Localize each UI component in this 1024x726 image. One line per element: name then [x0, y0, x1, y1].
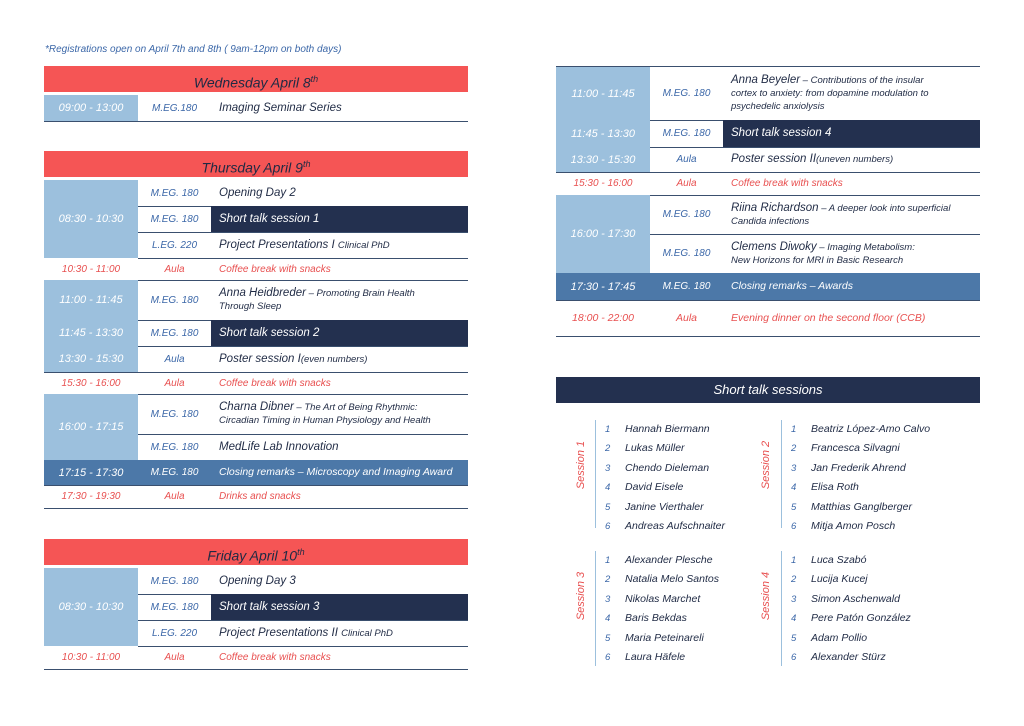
speaker-name: Lukas Müller [625, 442, 685, 455]
day-title: Wednesday April 8 [193, 74, 311, 91]
speaker-number: 4 [605, 482, 611, 494]
speaker-name: Alexander Plesche [625, 554, 713, 566]
speaker-list-item [791, 648, 886, 667]
time-slot: 10:30 - 11:00 [61, 652, 121, 663]
time-slot: 10:30 - 11:00 [61, 263, 121, 275]
event-title [211, 394, 468, 434]
speaker-name: Baris Bekdas [625, 612, 687, 625]
speaker-number: 3 [605, 593, 611, 605]
talk-title-cont: psychedelic anxiolysis [731, 101, 825, 112]
event-title: Short talk session 4 [723, 120, 980, 147]
speaker-list-item [791, 517, 895, 536]
room: M.EG. 180 [650, 273, 723, 300]
time-slot: 08:30 - 10:30 [44, 180, 138, 258]
time-slot: 16:00 - 17:15 [44, 394, 138, 460]
event-title [723, 67, 980, 120]
title-sub: (even numbers) [300, 353, 368, 365]
speaker-list-item [791, 459, 906, 478]
speaker-list-item [605, 517, 725, 536]
time-slot: 16:00 - 17:30 [556, 195, 650, 273]
session-label: Session 1 [575, 440, 587, 490]
room: Aula [164, 263, 185, 275]
schedule-row [138, 394, 468, 435]
room: Aula [164, 652, 185, 663]
speaker-name: Adam Pollio [811, 631, 868, 644]
talk-title-cont: New Horizons for MRI in Basic Research [731, 254, 904, 266]
talk-title-cont: Through Sleep [219, 301, 282, 312]
speaker-name: Charna Dibner [219, 401, 294, 413]
speaker-number: 2 [605, 443, 611, 455]
sessions-header: Short talk sessions [556, 377, 980, 403]
room: Aula [675, 312, 697, 324]
day-suffix: th [302, 159, 311, 169]
room: M.EG. 180 [150, 575, 199, 587]
speaker-list-item [605, 590, 700, 609]
speaker-list-item [605, 459, 709, 478]
event-title: Coffee break with snacks [219, 652, 331, 663]
registration-note: *Registrations open on April 7th and 8th ( 9am-12pm on both days) [45, 44, 342, 55]
room: M.EG. 180 [662, 209, 711, 220]
time-slot: 11:00 - 11:45 [556, 67, 650, 120]
schedule-row [556, 300, 980, 337]
time-slot: 13:30 - 15:30 [556, 147, 650, 172]
time-slot: 15:30 - 16:00 [573, 178, 633, 189]
title-sub: (uneven numbers) [816, 154, 894, 165]
room: M.EG. 180 [150, 213, 199, 225]
schedule-row [556, 120, 980, 148]
event-title [211, 232, 468, 258]
speaker-number: 1 [605, 424, 611, 435]
room: M.EG. 180 [150, 601, 199, 613]
day-title: Thursday April 9 [201, 159, 303, 176]
speaker-name: Jan Frederik Ahrend [811, 461, 906, 474]
event-title [723, 234, 980, 273]
time-slot: 11:45 - 13:30 [44, 320, 138, 346]
room: M.EG. 180 [150, 187, 199, 199]
speaker-list-item [791, 629, 867, 648]
time-slot: 13:30 - 15:30 [44, 346, 138, 372]
schedule-row [556, 147, 980, 173]
schedule-row [44, 460, 468, 486]
schedule-row [650, 234, 980, 274]
speaker-number: 3 [605, 462, 611, 474]
speaker-number: 1 [791, 555, 797, 566]
talk-title-cont: Candida infections [731, 215, 810, 227]
title-main: Project Presentations II [219, 626, 338, 639]
speaker-number: 4 [791, 613, 797, 625]
speaker-list-item [605, 570, 719, 589]
speaker-name: Anna Beyeler [731, 74, 801, 86]
title-main: Poster session I [219, 352, 301, 365]
speaker-list-item [605, 551, 713, 570]
event-title: Closing remarks – Microscopy and Imaging Award [211, 460, 468, 485]
speaker-name: Luca Szabó [811, 554, 867, 566]
event-title: Coffee break with snacks [731, 178, 843, 189]
speaker-number: 4 [605, 613, 611, 625]
speaker-list-item [605, 420, 710, 439]
schedule-row [650, 195, 980, 235]
talk-title: – A deeper look into superficial [818, 202, 951, 214]
schedule-row [44, 346, 468, 373]
room: M.EG. 180 [138, 460, 211, 485]
schedule-row [44, 646, 468, 670]
speaker-number: 3 [791, 593, 797, 605]
schedule-row [44, 372, 468, 395]
session-label: Session 2 [760, 440, 772, 490]
time-slot: 17:30 - 19:30 [61, 491, 121, 502]
event-title: Short talk session 1 [211, 206, 468, 232]
speaker-name: Beatriz López-Amo Calvo [811, 423, 931, 435]
speaker-list-item [791, 439, 900, 458]
event-title: Short talk session 3 [211, 594, 468, 620]
schedule-row [44, 320, 468, 347]
speaker-name: Andreas Aufschnaiter [625, 520, 726, 532]
room: M.EG. 180 [150, 441, 199, 453]
event-title [211, 620, 468, 646]
time-slot: 11:00 - 11:45 [44, 280, 138, 320]
session-divider [781, 551, 782, 666]
time-slot: 09:00 - 13:00 [44, 95, 138, 121]
talk-title-cont: Circadian Timing in Human Physiology and Health [219, 415, 431, 426]
speaker-name: Lucija Kucej [811, 573, 868, 586]
speaker-list-item [791, 478, 859, 497]
day-header-wednesday [44, 66, 468, 92]
room: M.EG. 180 [662, 88, 711, 99]
speaker-list-item [791, 551, 866, 570]
schedule-row [138, 232, 468, 259]
speaker-name: Clemens Diwoky [731, 240, 817, 253]
speaker-name: Simon Aschenwald [811, 592, 900, 605]
event-title [723, 195, 980, 234]
schedule-row [138, 620, 468, 647]
session-label: Session 3 [575, 571, 587, 621]
room: Aula [164, 491, 185, 502]
room: M.EG. 180 [150, 327, 199, 339]
talk-title: – The Art of Being Rhythmic: [293, 402, 418, 413]
schedule-row [556, 67, 980, 121]
speaker-name: Alexander Stürz [811, 651, 886, 663]
session-divider [781, 420, 782, 528]
speaker-list-item [791, 570, 868, 589]
speaker-name: Mitja Amon Posch [811, 520, 896, 532]
room: Aula [164, 377, 185, 389]
event-title [211, 346, 468, 372]
time-slot: 17:30 - 17:45 [556, 273, 650, 300]
speaker-number: 5 [791, 632, 797, 644]
speaker-name: Pere Patón González [811, 612, 911, 625]
speaker-name: Chendo Dieleman [625, 461, 710, 474]
session-divider [595, 551, 596, 666]
speaker-number: 5 [605, 632, 611, 644]
title-main: Project Presentations I [219, 238, 335, 251]
day-header-friday [44, 539, 468, 565]
speaker-name: Janine Vierthaler [625, 500, 704, 513]
day-title: Friday April 10 [207, 547, 298, 564]
schedule-row [138, 180, 468, 207]
schedule-row [556, 172, 980, 196]
speaker-name: Nikolas Marchet [625, 592, 701, 605]
time-slot: 17:15 - 17:30 [44, 460, 138, 485]
speaker-number: 5 [791, 501, 797, 513]
speaker-list-item [605, 648, 685, 667]
time-slot: 18:00 - 22:00 [572, 312, 634, 324]
speaker-name: Elisa Roth [811, 481, 859, 494]
speaker-name: Anna Heidbreder [219, 287, 306, 299]
schedule-row [138, 594, 468, 621]
speaker-number: 6 [791, 521, 797, 532]
speaker-number: 2 [791, 443, 797, 455]
speaker-name: Maria Peteinareli [625, 631, 704, 644]
speaker-number: 6 [605, 521, 611, 532]
room: M.EG. 180 [662, 248, 711, 259]
speaker-list-item [605, 609, 687, 628]
schedule-row [44, 258, 468, 281]
day-header-thursday [44, 151, 468, 177]
event-title: Opening Day 2 [219, 186, 296, 199]
speaker-number: 6 [791, 652, 797, 663]
speaker-name: Matthias Ganglberger [811, 500, 912, 513]
talk-title: – Contributions of the insular [800, 75, 924, 86]
talk-title: – Promoting Brain Health [305, 288, 415, 299]
schedule-row [556, 273, 980, 301]
speaker-name: Francesca Silvagni [811, 442, 900, 455]
room: Aula [676, 178, 697, 189]
event-title: Evening dinner on the second floor (CCB) [731, 311, 926, 324]
time-slot: 08:30 - 10:30 [44, 568, 138, 646]
room: M.EG. 180 [150, 408, 199, 420]
schedule-row [138, 206, 468, 233]
event-title [211, 280, 468, 320]
talk-title: – Imaging Metabolism: [816, 241, 915, 253]
day-suffix: th [310, 74, 319, 84]
title-sub: Clinical PhD [337, 239, 390, 251]
speaker-number: 1 [605, 555, 611, 566]
session-divider [595, 420, 596, 528]
speaker-name: Laura Häfele [625, 651, 686, 663]
event-title: Closing remarks – Awards [723, 273, 980, 300]
speaker-list-item [791, 609, 911, 628]
event-title [723, 147, 980, 172]
event-title: Imaging Seminar Series [219, 101, 342, 114]
room: Aula [164, 353, 185, 365]
speaker-list-item [605, 629, 704, 648]
event-title: Opening Day 3 [219, 574, 296, 587]
event-title: Coffee break with snacks [219, 377, 331, 389]
speaker-number: 6 [605, 652, 611, 663]
speaker-number: 1 [791, 424, 797, 435]
event-title: MedLife Lab Innovation [219, 440, 339, 453]
speaker-name: Natalia Melo Santos [625, 573, 719, 586]
event-title: Short talk session 2 [211, 320, 468, 346]
speaker-list-item [605, 478, 683, 497]
speaker-number: 5 [605, 501, 611, 513]
speaker-number: 4 [791, 482, 797, 494]
event-title: Coffee break with snacks [219, 263, 331, 275]
room: L.EG. 220 [151, 239, 198, 251]
schedule-row [138, 434, 468, 461]
schedule-row [44, 95, 468, 122]
talk-title-cont: cortex to anxiety: from dopamine modulation to [731, 88, 929, 99]
speaker-number: 2 [605, 574, 611, 586]
title-sub: Clinical PhD [341, 627, 393, 639]
schedule-row [138, 568, 468, 595]
speaker-name: David Eisele [625, 481, 684, 494]
session-label: Session 4 [760, 571, 772, 621]
speaker-name: Riina Richardson [731, 201, 819, 214]
day-suffix: th [297, 547, 305, 557]
speaker-list-item [605, 439, 685, 458]
room: M.EG.180 [151, 102, 198, 114]
speaker-list-item [791, 498, 912, 517]
title-main: Poster session II [731, 153, 817, 165]
speaker-list-item [791, 590, 900, 609]
schedule-row [44, 485, 468, 509]
room: M.EG. 180 [662, 128, 711, 139]
room: M.EG. 180 [150, 294, 199, 306]
speaker-number: 3 [791, 462, 797, 474]
time-slot: 11:45 - 13:30 [556, 120, 650, 147]
speaker-list-item [605, 498, 704, 517]
speaker-number: 2 [791, 574, 797, 586]
speaker-name: Hannah Biermann [625, 423, 710, 435]
time-slot: 15:30 - 16:00 [61, 377, 121, 389]
room: Aula [676, 154, 697, 165]
event-title: Drinks and snacks [219, 491, 301, 502]
room: L.EG. 220 [151, 627, 198, 639]
speaker-list-item [791, 420, 930, 439]
schedule-row [44, 280, 468, 321]
